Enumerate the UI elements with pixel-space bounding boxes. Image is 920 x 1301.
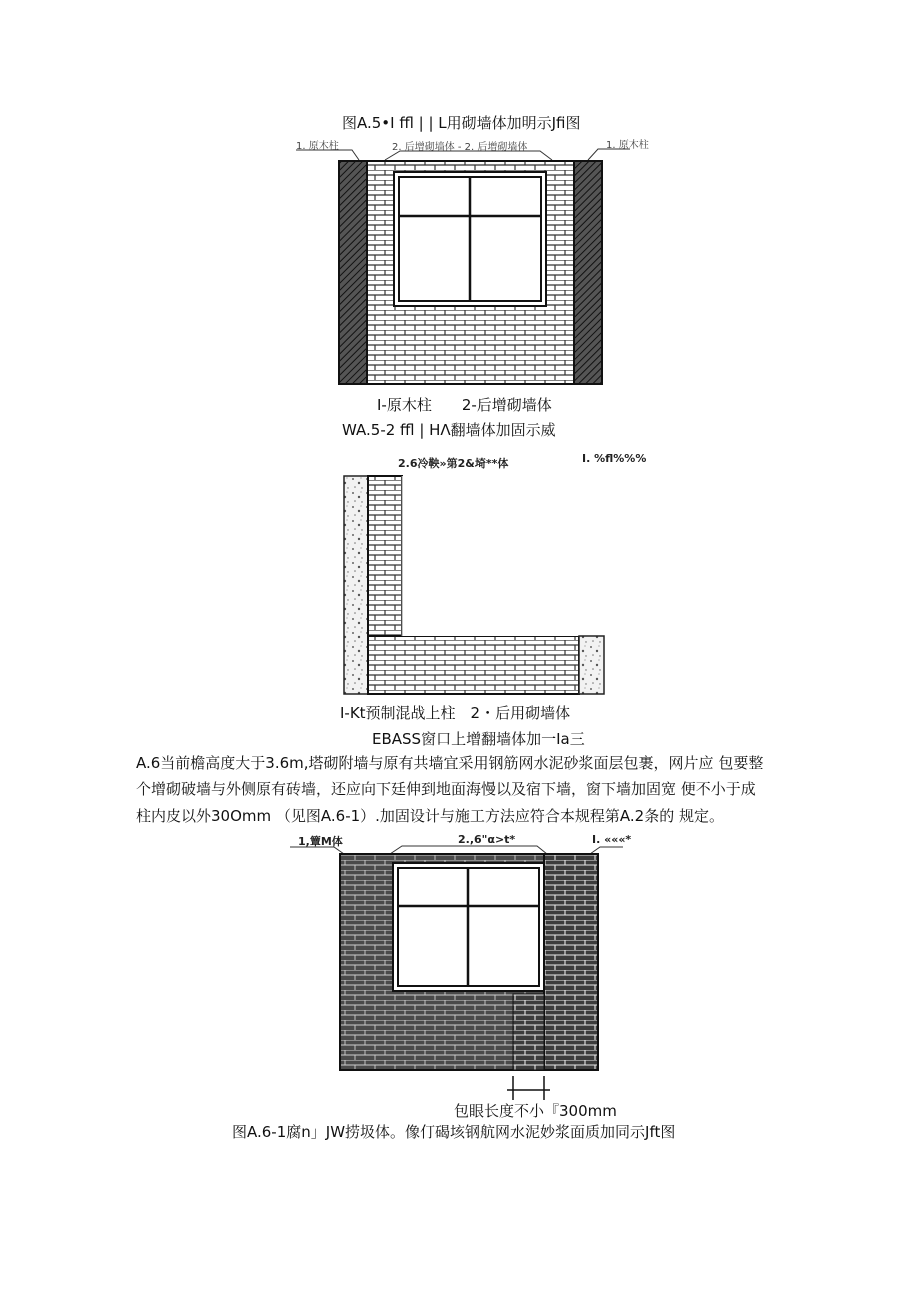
fig3-label-left: 1,簟M体 bbox=[298, 835, 343, 848]
section-a6-line-2: 个增砌破墙与外侧原有砖墙，还应向下廷伸到地面海慢以及宿下墙，窗下墙加固宽 便不小于成 bbox=[136, 780, 756, 798]
fig3-label-right: I. «««* bbox=[592, 833, 632, 846]
figure-a5-1-title: 图A.5•I ffl | | L用砌墙体加明示Jfi图 bbox=[342, 114, 581, 132]
fig3-dimension-note: 包眼长度不小『300mm bbox=[454, 1102, 617, 1120]
section-a6-line-1: A.6当前檐高度大于3.6m,塔砌附墙与原有共墙宜采用钢筋网水泥砂浆面层包裹，网片应 包要整 bbox=[136, 754, 764, 772]
fig2-label-top-right: I. %fl%%% bbox=[582, 452, 647, 465]
fig1-label-right: 1. 原木柱 bbox=[606, 140, 649, 151]
fig1-label-middle: 2. 后增砌墙体 - 2. 后增砌墙体 bbox=[392, 142, 528, 153]
figure-a6-1-title: 图A.6-1腐n」JW捞圾体。像仃碣垓钢航网水泥妙浆面质加同示Jft图 bbox=[232, 1123, 676, 1141]
fig2-legend: I-Kt预制混战上柱 2・后用砌墙体 bbox=[340, 704, 571, 722]
fig1-label-left: 1. 原木柱 bbox=[296, 141, 339, 152]
fig2-label-top-left: 2.6冷鞅»第2&埼**体 bbox=[398, 457, 509, 470]
figure-a5-2-title: WA.5-2 ffl | HΛ翻墙体加固示威 bbox=[342, 421, 556, 439]
fig1-legend: I-原木柱 2-后增砌墙体 bbox=[377, 396, 552, 414]
section-a6-line-3: 柱内皮以外30Omm （见图A.6-1）.加固设计与施工方法应符合本规程第A.2条的 规定。 bbox=[136, 807, 724, 825]
fig3-label-middle: 2.,6"α>t* bbox=[458, 833, 516, 846]
figure-a5-3-title: EBASS窗口上增翻墙体加一Ia三 bbox=[372, 730, 585, 748]
